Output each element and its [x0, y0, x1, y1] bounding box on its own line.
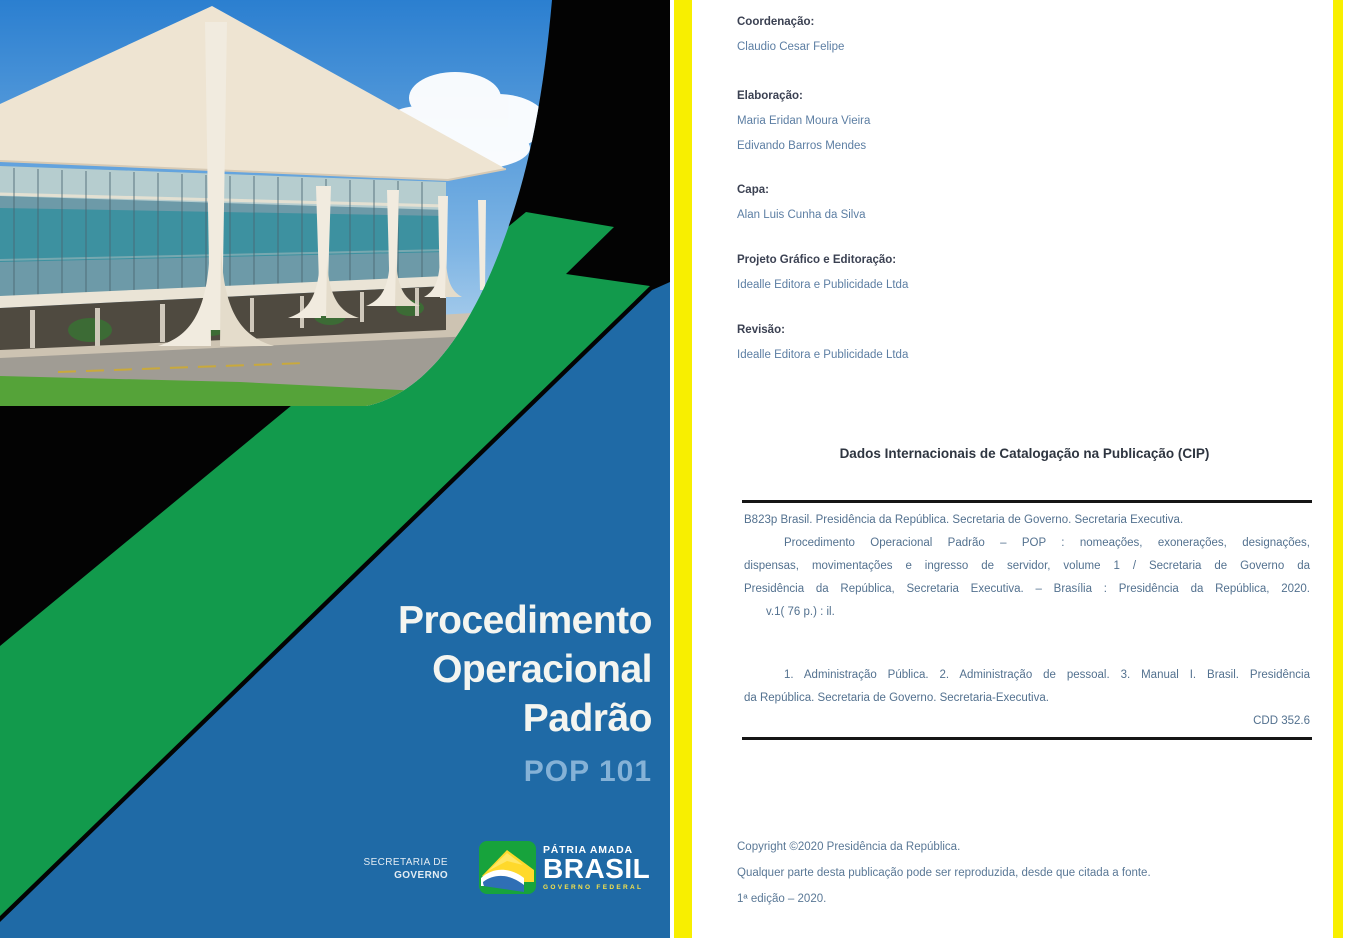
cover-edition-tag: POP 101	[523, 755, 652, 788]
copyright-line: 1ª edição – 2020.	[737, 893, 827, 905]
credit-label: Projeto Gráfico e Editoração:	[737, 254, 897, 266]
cover-title-line-1: Procedimento	[397, 599, 652, 642]
secretaria-line: SECRETARIA DE	[363, 857, 448, 868]
cover-title-line-3: Padrão	[522, 697, 652, 740]
copyright-line: Copyright ©2020 Presidência da República.	[737, 841, 961, 853]
cip-line: B823p Brasil. Presidência da República. Secretaria de Governo. Secretaria Executiva.	[744, 514, 1184, 526]
cip-catalog-entry	[744, 509, 1310, 733]
cip-rule-bottom	[742, 737, 1312, 740]
cip-line: Presidência da República, Secretaria Executiva. – Brasília : Presidência da República, 2020.	[744, 583, 1310, 595]
credit-name: Claudio Cesar Felipe	[737, 41, 845, 53]
cip-line: da República. Secretaria de Governo. Secretaria-Executiva.	[744, 692, 1049, 704]
cip-heading: Dados Internacionais de Catalogação na Publicação (CIP)	[839, 446, 1210, 461]
credit-label: Elaboração:	[737, 90, 803, 102]
cip-line: 1. Administração Pública. 2. Administração de pessoal. 3. Manual I. Brasil. Presidência	[784, 669, 1310, 681]
credit-section-projeto-grafico	[737, 248, 908, 298]
cover-title	[398, 596, 652, 788]
credit-label: Capa:	[737, 184, 769, 196]
governo-federal-logo	[479, 841, 650, 894]
credit-section-coordenacao	[737, 10, 844, 60]
credit-name: Maria Eridan Moura Vieira	[737, 115, 871, 127]
credit-section-revisao	[737, 318, 908, 368]
spine-yellow-stripe	[674, 0, 692, 938]
credit-name: Alan Luis Cunha da Silva	[737, 209, 866, 221]
credit-name: Edivando Barros Mendes	[737, 140, 867, 152]
cip-line: Procedimento Operacional Padrão – POP : nomeações, exonerações, designações,	[784, 537, 1310, 549]
credit-label: Revisão:	[737, 324, 785, 336]
brasil-flag-icon	[479, 841, 536, 894]
cover-art	[0, 0, 670, 938]
copyright-block	[737, 834, 1151, 912]
credit-section-elaboracao	[737, 84, 870, 159]
secretaria-governo-logo	[352, 856, 448, 882]
governo-line: GOVERNO	[394, 870, 448, 881]
cip-cdd-number: CDD 352.6	[1253, 715, 1310, 727]
credits-page	[692, 0, 1333, 938]
credit-name: Idealle Editora e Publicidade Ltda	[737, 279, 909, 291]
brand-text	[543, 841, 650, 894]
copyright-line: Qualquer parte desta publicação pode ser reproduzida, desde que citada a fonte.	[737, 867, 1151, 879]
cip-spacer	[744, 624, 1310, 664]
cip-rule-top	[742, 500, 1312, 503]
credit-section-capa	[737, 178, 866, 228]
cip-line: dispensas, movimentações e ingresso de servidor, volume 1 / Secretaria de Governo da	[744, 560, 1310, 572]
brand-main-label: BRASIL	[543, 853, 651, 884]
credit-name: Idealle Editora e Publicidade Ltda	[737, 349, 909, 361]
credit-label: Coordenação:	[737, 16, 815, 28]
cover-page	[0, 0, 670, 938]
brand-top-label: PÁTRIA AMADA	[543, 844, 633, 856]
edge-yellow-stripe	[1333, 0, 1343, 938]
cip-line: v.1( 76 p.) : il.	[766, 606, 835, 618]
brand-bottom-label: GOVERNO FEDERAL	[543, 884, 644, 891]
cover-title-line-2: Operacional	[432, 648, 652, 691]
